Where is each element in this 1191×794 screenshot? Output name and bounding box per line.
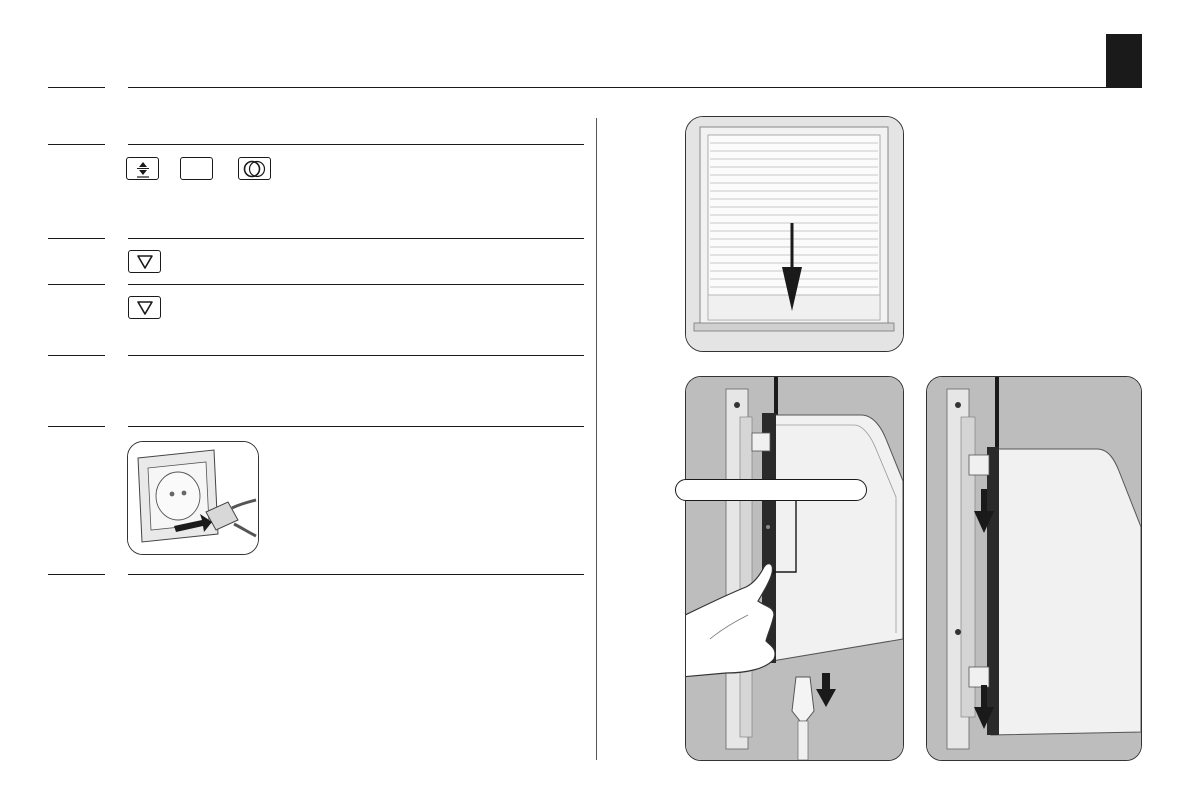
down-key-step-4 — [128, 296, 161, 319]
drive-unit-slide-down-icon — [927, 377, 1141, 760]
drive-release-illustration — [685, 376, 904, 761]
overlapping-circles-icon — [242, 159, 268, 179]
drive-unit-release-icon — [686, 377, 903, 760]
step-rule-5 — [128, 355, 584, 356]
down-triangle-icon — [136, 300, 154, 316]
channel-key — [238, 157, 271, 180]
up-down-key — [126, 157, 159, 180]
step-rule-end — [128, 574, 584, 575]
step-rule-left-4 — [48, 284, 105, 285]
step-rule-3 — [128, 238, 584, 239]
down-key-step-3 — [128, 250, 161, 273]
step-rule-left-3 — [48, 238, 105, 239]
callout-label-box — [675, 479, 867, 501]
down-triangle-icon — [136, 254, 154, 270]
drive-slide-illustration — [926, 376, 1142, 761]
window-shutter-illustration — [685, 116, 904, 352]
roller-shutter-closing-icon — [686, 117, 903, 351]
step-rule-4 — [128, 284, 584, 285]
header-rule — [128, 87, 1142, 88]
step-rule-left-end — [48, 574, 105, 575]
step-rule-left-2 — [48, 144, 105, 145]
unplug-socket-illustration — [127, 441, 259, 555]
step-rule-left-6 — [48, 426, 105, 427]
header-rule-left — [48, 87, 105, 88]
step-rule-left-5 — [48, 355, 105, 356]
step-rule-6 — [128, 426, 584, 427]
blank-key — [180, 157, 213, 180]
step-rule-2 — [128, 144, 584, 145]
column-divider — [596, 118, 597, 760]
section-tab — [1106, 34, 1142, 87]
up-down-arrows-icon — [133, 160, 153, 178]
